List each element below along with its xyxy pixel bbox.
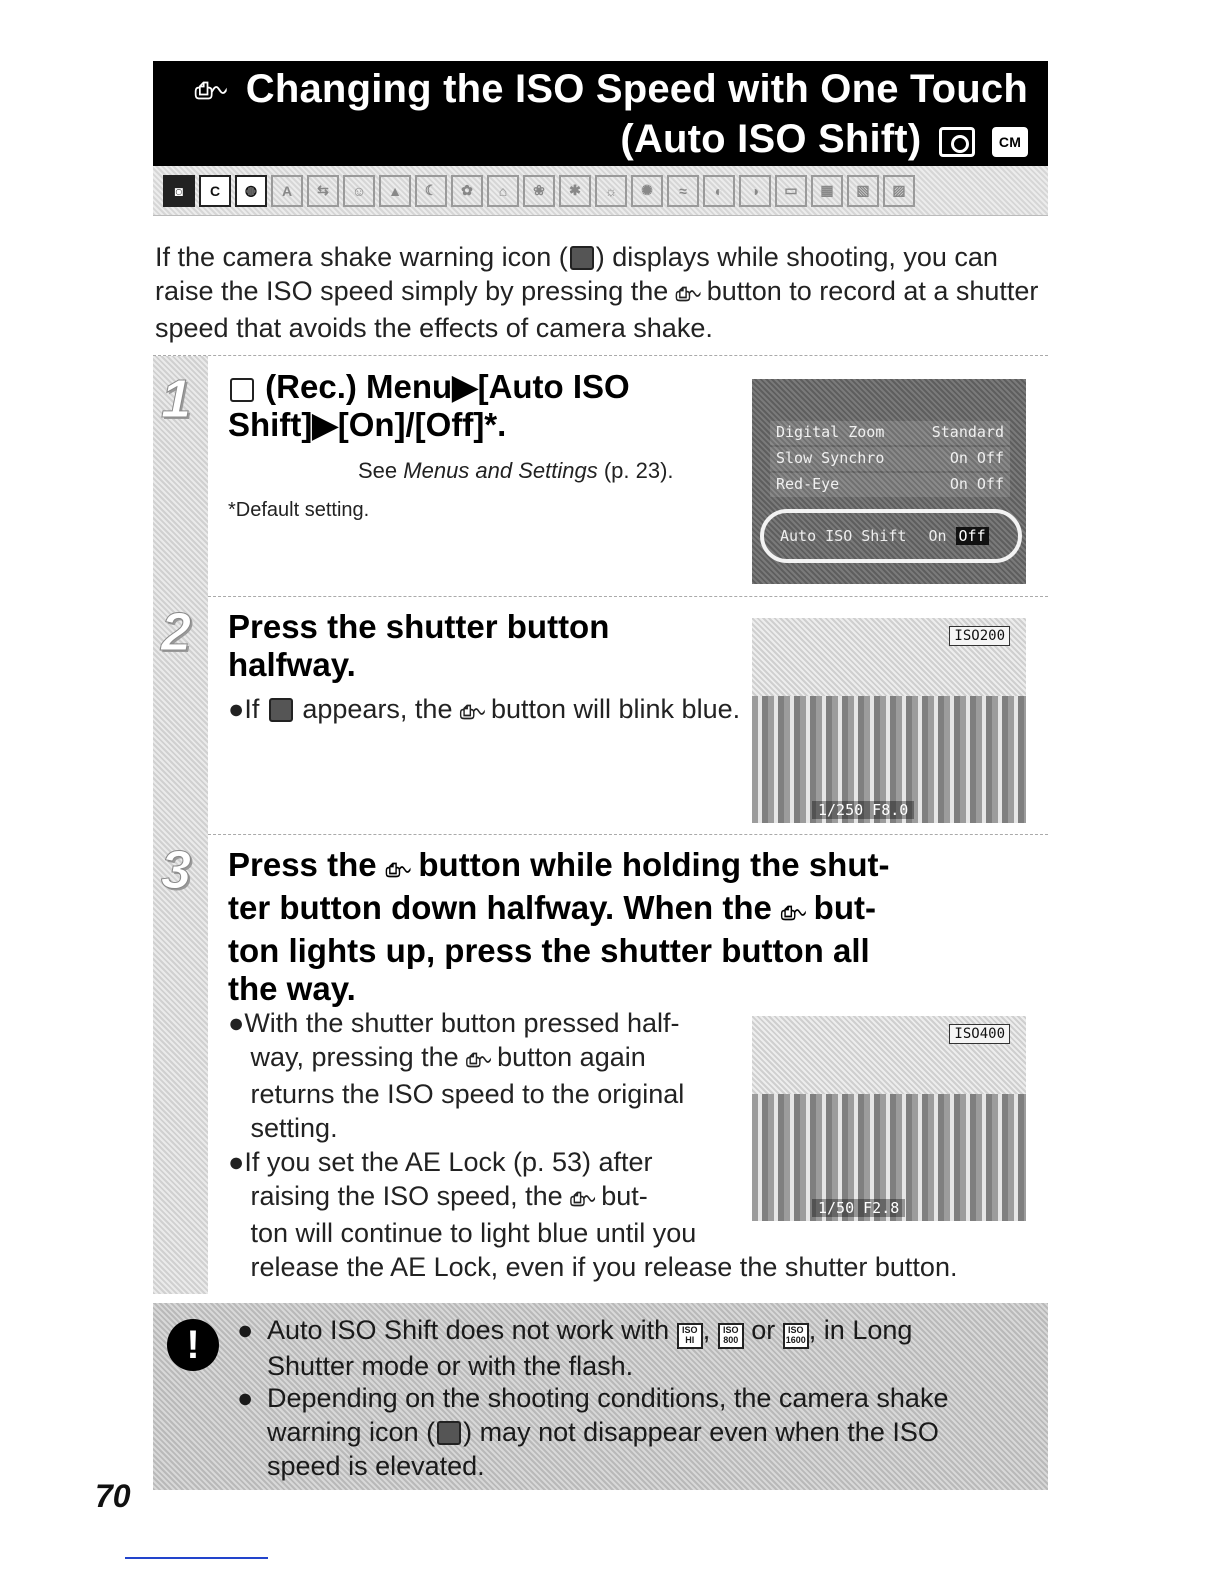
bullet2-l3: ton will continue to light blue until you: [250, 1218, 697, 1248]
menu-row: [770, 447, 1010, 471]
page-title: [153, 61, 1048, 166]
see-suffix: (p. 23).: [597, 458, 674, 483]
intro-paragraph: [155, 240, 1050, 345]
iso-shift-button-icon: ⎙∿: [570, 1189, 594, 1209]
movie-color-icon: ▦: [811, 175, 843, 207]
menu-row: [770, 473, 1010, 497]
camera-shake-warning-icon: [570, 246, 594, 270]
indoor-mode-icon: ⌂: [487, 175, 519, 207]
kids-pets-mode-icon: ✿: [451, 175, 483, 207]
bullet-icon: ●: [237, 1383, 254, 1413]
intro-text-2: ) displays while shooting, you can raise the ISO speed simply by pressing the: [155, 242, 998, 306]
iso-shift-button-icon: ⎙∿: [385, 860, 410, 880]
bullet1-l3: returns the ISO speed to the original: [250, 1079, 685, 1109]
arrow-icon: ▶: [312, 406, 338, 443]
step-1-heading-a: (Rec.) Menu: [265, 368, 453, 405]
iso-shift-button-icon: ⎙∿: [466, 1050, 490, 1070]
underwater-mode-icon: ≈: [667, 175, 699, 207]
step-1-heading-c: Shift]: [228, 406, 313, 443]
step-1-heading-d: [On]/[Off]*.: [337, 406, 507, 443]
note-text: Shutter mode or with the flash.: [267, 1351, 634, 1381]
cm-mode-icon: CM: [992, 127, 1028, 157]
steps-section: [153, 355, 1048, 1295]
heading-l3: ton lights up, press the shutter button all: [228, 932, 870, 969]
menu-row-value: On Off: [949, 449, 1004, 467]
note-text: ,: [702, 1315, 711, 1345]
caution-note: [153, 1303, 1048, 1490]
step-2-heading: Press the shutter button halfway.: [228, 608, 610, 683]
heading-l4: the way.: [228, 970, 356, 1007]
snow-mode-icon: ✱: [559, 175, 591, 207]
bullet2-l1: If you set the AE Lock (p. 53) after: [244, 1147, 653, 1177]
fireworks-mode-icon: ✺: [631, 175, 663, 207]
bullet-a: If: [244, 694, 260, 724]
camera-shake-warning-icon: [437, 1421, 461, 1445]
bullet1-l2b: button again: [497, 1042, 646, 1072]
camera-shake-warning-icon: [269, 698, 293, 722]
portrait-mode-icon: ☺: [343, 175, 375, 207]
step-number: 1: [161, 369, 192, 429]
step-number: 3: [161, 840, 192, 900]
iso-badge: ISO200: [949, 626, 1010, 646]
iso-badge: ISO400: [949, 1024, 1010, 1044]
intro-text-3: button to record at a shutter speed that avoids the effects of camera shake.: [155, 276, 1039, 343]
step-number-column: [153, 356, 208, 1294]
title-line-2: (Auto ISO Shift): [620, 117, 922, 162]
iso-shift-button-icon: ⎙∿: [675, 284, 700, 304]
step-1-heading: [228, 368, 748, 444]
default-setting-note: *Default setting.: [228, 499, 370, 521]
oval-label: Auto ISO Shift: [780, 527, 907, 545]
menu-row-label: Red-Eye: [776, 475, 840, 493]
manual-mode-icon: C: [199, 175, 231, 207]
step-2-bullet: ●If appears, the ⎙∿ button will blink blue.: [228, 694, 741, 724]
landscape-mode-icon: ▲: [379, 175, 411, 207]
bullet2-l2a: raising the ISO speed, the: [250, 1181, 563, 1211]
iso-1600-icon: ISO 1600: [783, 1323, 809, 1349]
see-prefix: See: [358, 458, 404, 483]
exposure-readout: 1/50 F2.8: [812, 1199, 905, 1217]
heading-l2: ter button down halfway. When the: [228, 889, 772, 926]
note-text: or: [751, 1315, 776, 1345]
menus-settings-link[interactable]: Menus and Settings: [403, 458, 598, 483]
menu-row-label: Slow Synchro: [776, 449, 885, 467]
menu-row-value: On Off: [949, 475, 1004, 493]
iso-shift-button-icon: ⎙∿: [781, 903, 805, 923]
beach-mode-icon: ☼: [595, 175, 627, 207]
note-text: Depending on the shooting conditions, the camera shake: [267, 1383, 949, 1413]
caution-icon: !: [167, 1319, 219, 1371]
stitch-mode-icon: ⇆: [307, 175, 339, 207]
step-3-heading: [228, 846, 1048, 1008]
city-scene-image-iso400: [752, 1016, 1026, 1221]
bullet2-l4: release the AE Lock, even if you release the shutter button.: [250, 1252, 958, 1282]
note-text: warning icon (: [267, 1417, 436, 1447]
arrow-icon: ▶: [452, 368, 478, 405]
bullet1-l2a: way, pressing the: [250, 1042, 459, 1072]
heading-l2b: but-: [813, 889, 876, 926]
heading-l1b: button while holding the shut-: [418, 846, 890, 883]
bullet-icon: ●: [237, 1315, 254, 1345]
color-swap-icon: ◑: [739, 175, 771, 207]
step-1-heading-b: [Auto ISO: [477, 368, 630, 405]
note-text: , in Long: [808, 1315, 913, 1345]
step-divider: [208, 834, 1048, 835]
menu-row: [770, 421, 1010, 445]
menu-row-label: Digital Zoom: [776, 423, 885, 441]
note-item: [233, 1381, 1033, 1483]
bullet1-l1: With the shutter button pressed half-: [244, 1008, 680, 1038]
color-accent-icon: ◐: [703, 175, 735, 207]
auto-iso-shift-option: [760, 509, 1022, 563]
note-text: speed is elevated.: [267, 1451, 485, 1481]
iso-shift-icon: ⎙∿: [194, 78, 227, 104]
note-text: Auto ISO Shift does not work with: [267, 1315, 670, 1345]
note-text: ) may not disappear even when the ISO: [463, 1417, 939, 1447]
movie-mode-icon: ▭: [775, 175, 807, 207]
menu-row-value: Standard: [931, 423, 1004, 441]
step-3-bullets: ●With the shutter button pressed half- way, pressing the ⎙∿ button again returns the ISO speed to the original setting. ●If you set the AE Lock (p. 53) after raising the ISO speed, the ⎙∿ but- ton will continue to light blue until you release the AE Lock, even if you release the shutter button.: [228, 1008, 958, 1282]
digital-macro-icon: ◍: [235, 175, 267, 207]
heading-l1: Press the: [228, 846, 377, 883]
bullet-c: button will blink blue.: [490, 694, 741, 724]
page-number: 70: [95, 1478, 131, 1514]
city-scene-image-iso200: [752, 618, 1026, 823]
menu-screen-image: [752, 379, 1026, 584]
night-mode-icon: ☾: [415, 175, 447, 207]
bullet2-l2b: but-: [601, 1181, 648, 1211]
note-item: [233, 1313, 1033, 1383]
shooting-mode-strip: [153, 166, 1048, 216]
oval-on: On: [928, 527, 947, 545]
exposure-readout: 1/250 F8.0: [812, 801, 914, 819]
rec-menu-icon: [230, 378, 254, 402]
iso-hi-icon: ISO HI: [677, 1323, 703, 1349]
bottom-rule: [125, 1557, 268, 1559]
movie-accent-icon: ▧: [847, 175, 879, 207]
camera-mode-icon: [939, 127, 975, 157]
iso-800-icon: ISO 800: [718, 1323, 744, 1349]
title-line-1: Changing the ISO Speed with One Touch: [245, 67, 1028, 111]
intro-text-1: If the camera shake warning icon (: [155, 242, 568, 272]
oval-off-selected: Off: [956, 527, 989, 545]
see-reference: [358, 458, 674, 484]
iso-shift-button-icon: ⎙∿: [459, 702, 484, 722]
step-number: 2: [161, 602, 192, 662]
auto-mode-icon: ◙: [163, 175, 195, 207]
foliage-mode-icon: ❀: [523, 175, 555, 207]
step-divider: [208, 596, 1048, 597]
bullet-b: appears, the: [302, 694, 453, 724]
movie-swap-icon: ▨: [883, 175, 915, 207]
bullet1-l4: setting.: [250, 1113, 338, 1143]
av-tv-mode-icon: A: [271, 175, 303, 207]
